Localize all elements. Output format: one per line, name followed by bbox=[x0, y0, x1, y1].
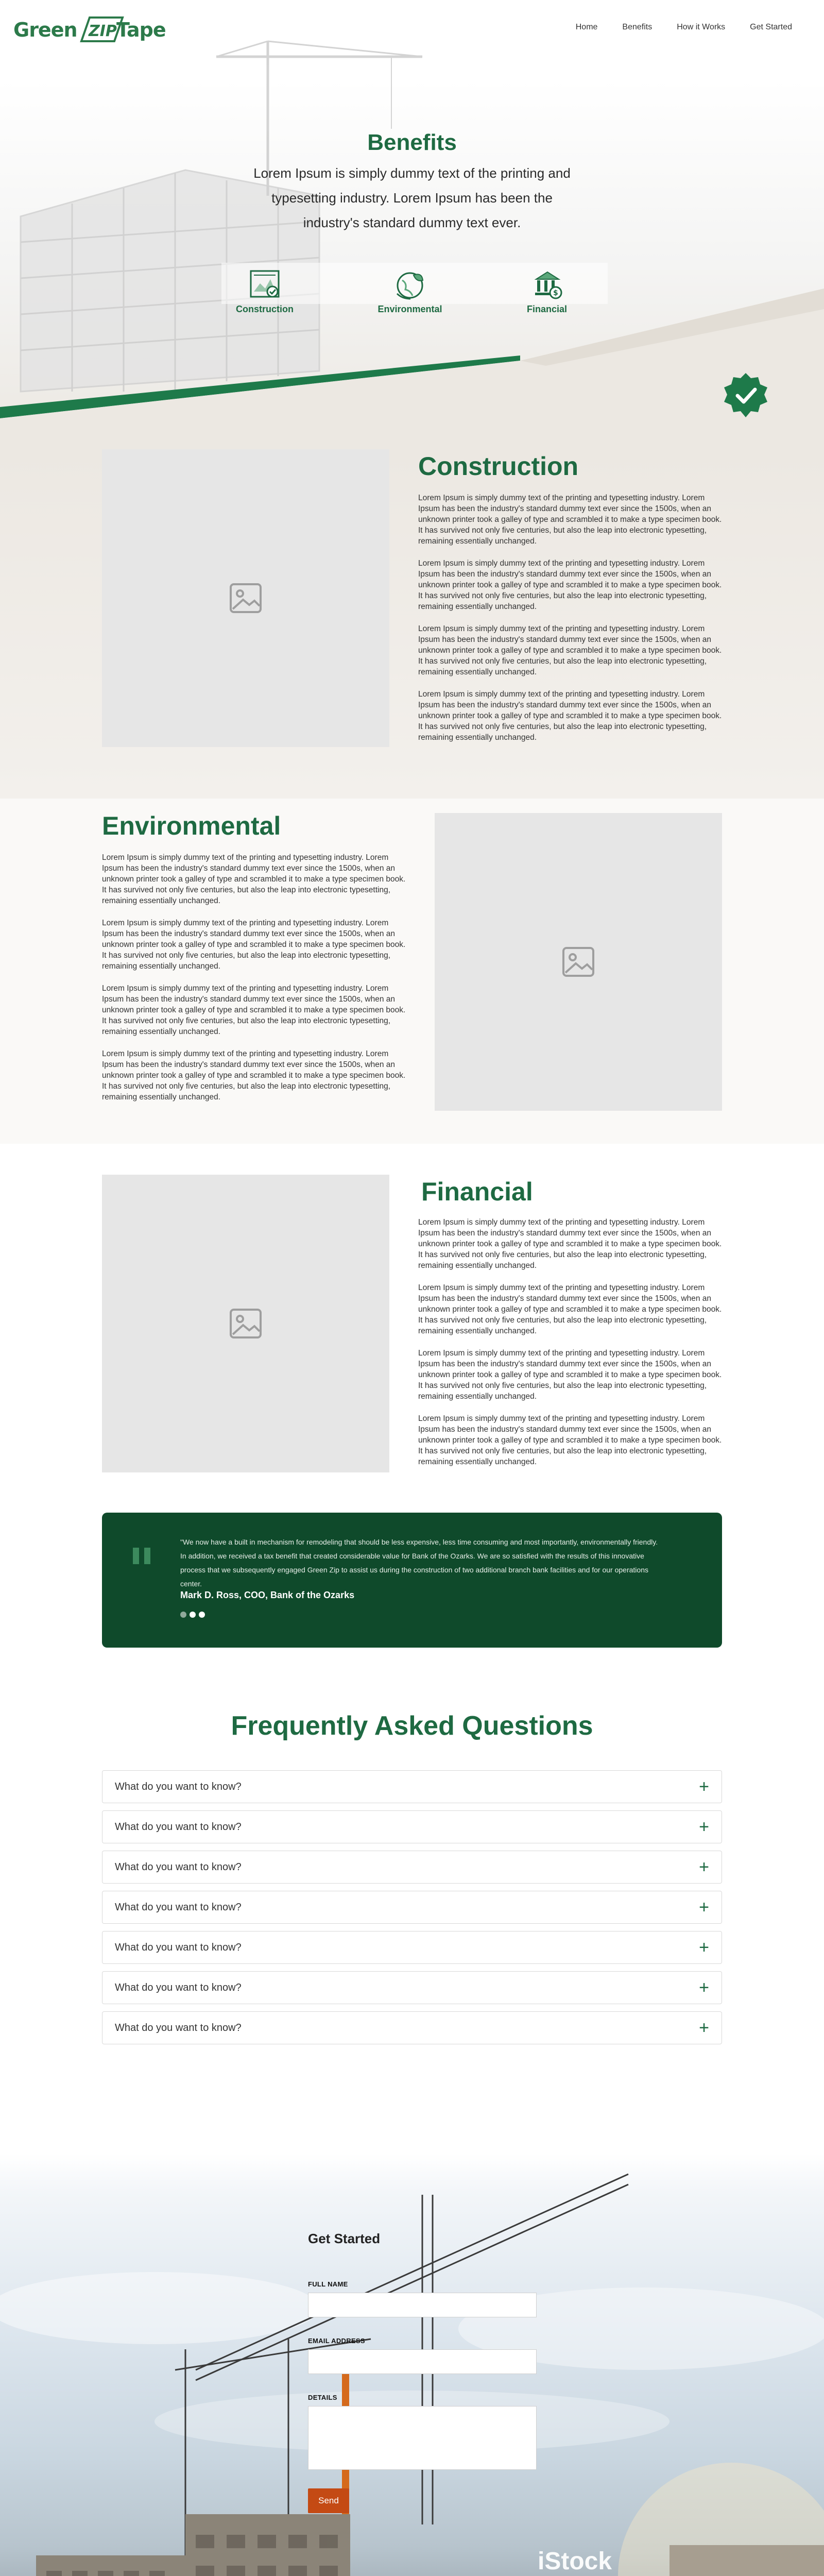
faq-item[interactable] bbox=[102, 1931, 722, 1964]
faq-item[interactable] bbox=[102, 2011, 722, 2044]
greenziptape-logo[interactable] bbox=[13, 15, 173, 43]
environmental-paragraph: Lorem Ipsum is simply dummy text of the printing and typesetting industry. Lorem Ipsum has been the industry's standard dummy text ever since the 1500s, when an unknown printer took a galley of type and scrambled it to make a type specimen book. It has survived not only five centuries, but also the leap into electronic typesetting, remaining essentially unchanged. bbox=[102, 853, 406, 905]
logo-text-right: Tape bbox=[116, 19, 166, 41]
financial-body bbox=[418, 1217, 722, 1479]
environmental-image-placeholder bbox=[435, 813, 722, 1111]
testimonial-quote: "We now have a built in mechanism for remodeling that should be less expensive, less time consuming and most importantly, environmentally friendly. In addition, we received a tax benefit that created considerable value for Bank of the Ozarks. We are so satisfied with the results of this innovative process that we subsequently engaged Green Zip to assist us during the construction of two additional branch bank facilities and for our operations center. bbox=[180, 1538, 658, 1588]
testimonial-slider-dots bbox=[180, 1612, 205, 1618]
nav-home[interactable]: Home bbox=[575, 23, 598, 31]
email-label: EMAIL ADDRESS bbox=[308, 2337, 365, 2345]
faq-question: What do you want to know? bbox=[115, 1941, 242, 1953]
construction-paragraph: Lorem Ipsum is simply dummy text of the printing and typesetting industry. Lorem Ipsum has been the industry's standard dummy text ever since the 1500s, when an unknown printer took a galley of type and scrambled it to make a type specimen book. It has survived not only five centuries, but also the leap into electronic typesetting, remaining essentially unchanged. bbox=[418, 494, 722, 546]
feature-environmental-label: Environmental bbox=[377, 304, 442, 314]
financial-section bbox=[0, 1144, 824, 1504]
verified-check-icon bbox=[721, 371, 770, 420]
details-textarea[interactable] bbox=[308, 2406, 537, 2470]
istock-watermark: iStock bbox=[538, 2548, 612, 2575]
slider-dot-active[interactable] bbox=[190, 1612, 196, 1618]
nav-get-started[interactable]: Get Started bbox=[750, 23, 792, 31]
construction-plan-icon bbox=[247, 268, 283, 301]
environmental-section bbox=[0, 799, 824, 1144]
globe-leaf-icon bbox=[392, 268, 428, 301]
page-title: Benefits bbox=[367, 130, 457, 155]
financial-paragraph: Lorem Ipsum is simply dummy text of the printing and typesetting industry. Lorem Ipsum has been the industry's standard dummy text ever since the 1500s, when an unknown printer took a galley of type and scrambled it to make a type specimen book. It has survived not only five centuries, but also the leap into electronic typesetting, remaining essentially unchanged. bbox=[418, 1414, 722, 1466]
image-placeholder-icon bbox=[228, 580, 264, 616]
main-nav bbox=[576, 23, 792, 32]
plus-icon[interactable]: + bbox=[699, 1857, 709, 1877]
construction-paragraph: Lorem Ipsum is simply dummy text of the printing and typesetting industry. Lorem Ipsum has been the industry's standard dummy text ever since the 1500s, when an unknown printer took a galley of type and scrambled it to make a type specimen book. It has survived not only five centuries, but also the leap into electronic typesetting, remaining essentially unchanged. bbox=[418, 690, 722, 742]
construction-body bbox=[418, 493, 722, 754]
environmental-paragraph: Lorem Ipsum is simply dummy text of the printing and typesetting industry. Lorem Ipsum has been the industry's standard dummy text ever since the 1500s, when an unknown printer took a galley of type and scrambled it to make a type specimen book. It has survived not only five centuries, but also the leap into electronic typesetting, remaining essentially unchanged. bbox=[102, 984, 406, 1036]
full-name-label: FULL NAME bbox=[308, 2280, 348, 2288]
faq-question: What do you want to know? bbox=[115, 1981, 242, 1993]
bank-coin-icon bbox=[529, 268, 565, 301]
image-placeholder-icon bbox=[560, 944, 596, 980]
faq-item[interactable] bbox=[102, 1971, 722, 2004]
testimonial-author: Mark D. Ross, COO, Bank of the Ozarks bbox=[180, 1590, 355, 1600]
slider-dot[interactable] bbox=[199, 1612, 205, 1618]
hero-section bbox=[0, 0, 824, 443]
financial-paragraph: Lorem Ipsum is simply dummy text of the printing and typesetting industry. Lorem Ipsum has been the industry's standard dummy text ever since the 1500s, when an unknown printer took a galley of type and scrambled it to make a type specimen book. It has survived not only five centuries, but also the leap into electronic typesetting, remaining essentially unchanged. bbox=[418, 1283, 722, 1335]
top-navigation-bar bbox=[0, 0, 824, 57]
plus-icon[interactable]: + bbox=[699, 1978, 709, 1997]
svg-text:$: $ bbox=[553, 289, 558, 297]
environmental-title: Environmental bbox=[102, 811, 281, 840]
full-name-input[interactable] bbox=[308, 2293, 537, 2317]
faq-question: What do you want to know? bbox=[115, 1861, 242, 1873]
environmental-paragraph: Lorem Ipsum is simply dummy text of the printing and typesetting industry. Lorem Ipsum has been the industry's standard dummy text ever since the 1500s, when an unknown printer took a galley of type and scrambled it to make a type specimen book. It has survived not only five centuries, but also the leap into electronic typesetting, remaining essentially unchanged. bbox=[102, 1049, 406, 1101]
financial-image-placeholder bbox=[102, 1175, 389, 1472]
email-input[interactable] bbox=[308, 2349, 537, 2374]
environmental-body bbox=[102, 852, 406, 1114]
quote-icon bbox=[131, 1546, 153, 1566]
contact-form-title: Get Started bbox=[308, 2231, 381, 2246]
image-placeholder-icon bbox=[228, 1306, 264, 1342]
plus-icon[interactable]: + bbox=[699, 1938, 709, 1957]
feature-financial[interactable] bbox=[501, 268, 593, 315]
construction-title: Construction bbox=[418, 452, 579, 481]
construction-image-placeholder bbox=[102, 449, 389, 747]
feature-financial-label: Financial bbox=[526, 304, 568, 314]
faq-item[interactable] bbox=[102, 1891, 722, 1924]
financial-paragraph: Lorem Ipsum is simply dummy text of the printing and typesetting industry. Lorem Ipsum has been the industry's standard dummy text ever since the 1500s, when an unknown printer took a galley of type and scrambled it to make a type specimen book. It has survived not only five centuries, but also the leap into electronic typesetting, remaining essentially unchanged. bbox=[418, 1349, 722, 1401]
faq-question: What do you want to know? bbox=[115, 1781, 242, 1792]
plus-icon[interactable]: + bbox=[699, 1817, 709, 1837]
nav-how-it-works[interactable]: How it Works bbox=[677, 23, 726, 31]
financial-title: Financial bbox=[421, 1177, 533, 1206]
details-label: DETAILS bbox=[308, 2394, 337, 2401]
slider-dot[interactable] bbox=[180, 1612, 186, 1618]
faq-question: What do you want to know? bbox=[115, 1901, 242, 1913]
faq-item[interactable] bbox=[102, 1770, 722, 1803]
construction-section bbox=[0, 443, 824, 799]
logo-text-left: Green bbox=[13, 19, 77, 41]
construction-paragraph: Lorem Ipsum is simply dummy text of the printing and typesetting industry. Lorem Ipsum has been the industry's standard dummy text ever since the 1500s, when an unknown printer took a galley of type and scrambled it to make a type specimen book. It has survived not only five centuries, but also the leap into electronic typesetting, remaining essentially unchanged. bbox=[418, 559, 722, 611]
faq-item[interactable] bbox=[102, 1810, 722, 1843]
plus-icon[interactable]: + bbox=[699, 2018, 709, 2038]
faq-title: Frequently Asked Questions bbox=[231, 1711, 593, 1741]
faq-question: What do you want to know? bbox=[115, 2022, 242, 2033]
financial-paragraph: Lorem Ipsum is simply dummy text of the printing and typesetting industry. Lorem Ipsum has been the industry's standard dummy text ever since the 1500s, when an unknown printer took a galley of type and scrambled it to make a type specimen book. It has survived not only five centuries, but also the leap into electronic typesetting, remaining essentially unchanged. bbox=[418, 1218, 722, 1270]
plus-icon[interactable]: + bbox=[699, 1777, 709, 1797]
faq-question: What do you want to know? bbox=[115, 1821, 242, 1833]
plus-icon[interactable]: + bbox=[699, 1897, 709, 1917]
environmental-paragraph: Lorem Ipsum is simply dummy text of the printing and typesetting industry. Lorem Ipsum has been the industry's standard dummy text ever since the 1500s, when an unknown printer took a galley of type and scrambled it to make a type specimen book. It has survived not only five centuries, but also the leap into electronic typesetting, remaining essentially unchanged. bbox=[102, 919, 406, 971]
feature-construction[interactable] bbox=[218, 268, 311, 315]
feature-environmental[interactable] bbox=[364, 268, 456, 315]
svg-text:ZIP: ZIP bbox=[89, 22, 117, 40]
faq-item[interactable] bbox=[102, 1851, 722, 1884]
construction-paragraph: Lorem Ipsum is simply dummy text of the printing and typesetting industry. Lorem Ipsum has been the industry's standard dummy text ever since the 1500s, when an unknown printer took a galley of type and scrambled it to make a type specimen book. It has survived not only five centuries, but also the leap into electronic typesetting, remaining essentially unchanged. bbox=[418, 624, 722, 676]
send-button[interactable]: Send bbox=[308, 2488, 349, 2513]
nav-benefits[interactable]: Benefits bbox=[622, 23, 653, 31]
feature-construction-label: Construction bbox=[236, 304, 294, 314]
hero-subtitle: Lorem Ipsum is simply dummy text of the printing and typesetting industry. Lorem Ipsum has been the industry's standard dummy text ever. bbox=[253, 165, 571, 230]
testimonial-card bbox=[102, 1513, 722, 1648]
